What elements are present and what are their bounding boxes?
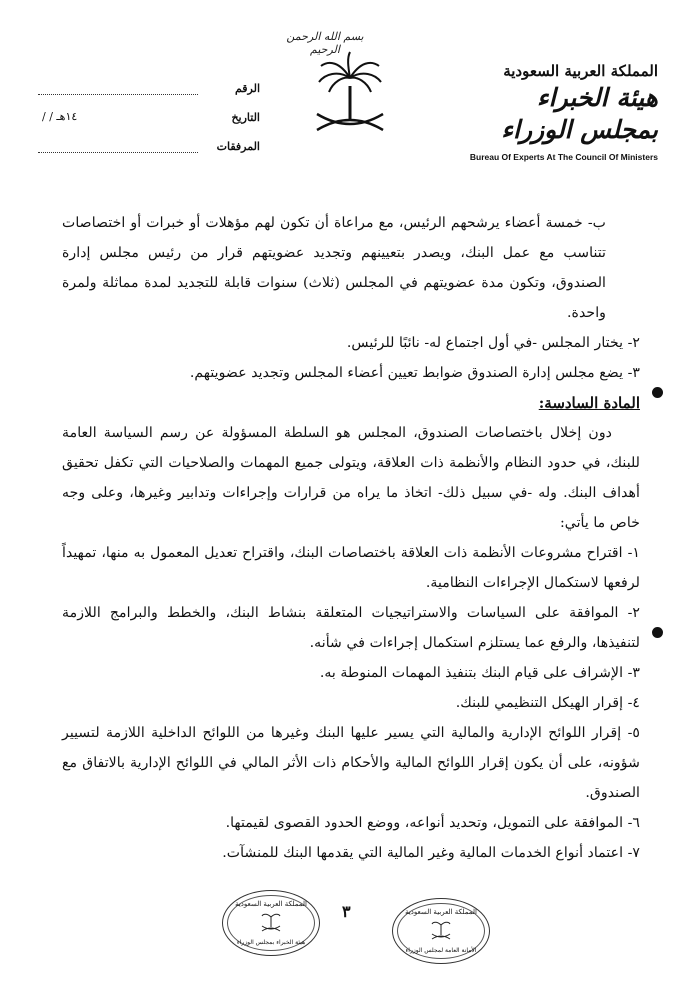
stamp-emblem-icon [429, 919, 453, 941]
binding-hole-mark-icon [652, 627, 663, 638]
attachments-value [38, 138, 198, 153]
point-7: ٧- اعتماد أنواع الخدمات المالية وغير المالية التي يقدمها البنك للمنشآت. [222, 845, 640, 861]
point-6: ٦- الموافقة على التمويل، وتحديد أنواعه، ووضع الحدود القصوى لقيمتها. [225, 815, 640, 831]
item-3: ٣- يضع مجلس إدارة الصندوق ضوابط تعيين أعضاء المجلس وتجديد عضويتهم. [189, 365, 640, 381]
reference-block [38, 66, 260, 153]
document-body [62, 208, 640, 868]
reference-value [38, 80, 198, 95]
official-stamp-right [392, 898, 490, 964]
organization-block [458, 62, 658, 162]
date-label: التاريخ [231, 111, 260, 124]
article-intro: دون إخلال باختصاصات الصندوق، المجلس هو السلطة المسؤولة عن رسم السياسة العامة للبنك، في حدود النظام والأنظمة ذات العلاقة، ويتولى جميع المهمات والصلاحيات التي تكفل تحقيق أهداف البنك. وله -في سبيل ذلك- اتخاذ ما يراه من قرارات وإجراءات وتدابير وغيرها، وعلى وجه خاص ما يأتي: [62, 425, 640, 531]
palm-swords-emblem-icon [305, 48, 395, 138]
reference-label: الرقم [234, 82, 260, 95]
official-stamp-left [222, 890, 320, 956]
point-1: ١- اقتراح مشروعات الأنظمة ذات العلاقة باختصاصات البنك، واقتراح تعديل المعمول به منها، تمهيداً لرفعها لاستكمال الإجراءات النظامية. [62, 545, 640, 591]
stamp-left-top-text: المملكة العربية السعودية [235, 900, 307, 908]
item-2: ٢- يختار المجلس -في أول اجتماع له- نائبًا للرئيس. [346, 335, 640, 351]
point-4: ٤- إقرار الهيكل التنظيمي للبنك. [455, 695, 640, 711]
stamp-right-top-text: المملكة العربية السعودية [405, 908, 477, 916]
page-number: ٣ [342, 902, 351, 921]
stamp-emblem-icon [259, 911, 283, 933]
attachments-label: المرفقات [216, 140, 260, 153]
basmala: بسم الله الرحمن الرحيم [286, 30, 364, 56]
kingdom-name: المملكة العربية السعودية [503, 62, 658, 80]
article-heading: المادة السادسة: [538, 394, 640, 412]
stamp-left-bottom-text: هيئة الخبراء بمجلس الوزراء [236, 939, 306, 946]
stamp-right-bottom-text: الأمانة العامة لمجلس الوزراء [405, 947, 477, 954]
reference-row [38, 66, 260, 95]
binding-hole-mark-icon [652, 387, 663, 398]
item-b: ب- خمسة أعضاء يرشحهم الرئيس، مع مراعاة أن تكون لهم مؤهلات أو خبرات أو اختصاصات تتناسب مع عمل البنك، ويصدر بتعيينهم وتجديد عضويتهم قرار من رئيس مجلس إدارة الصندوق، وتكون مدة عضويتهم في المجلس (ثلاث) سنوات قابلة للتجديد لمدة مماثلة ولمرة واحدة. [62, 215, 606, 321]
attachments-row [38, 124, 260, 153]
point-2: ٢- الموافقة على السياسات والاستراتيجيات المتعلقة بنشاط البنك، والخطط والبرامج اللازمة لتنفيذها، والرفع عما يستلزم استكمال إجراءات في شأنه. [62, 605, 640, 651]
point-3: ٣- الإشراف على قيام البنك بتنفيذ المهمات المنوطة به. [319, 665, 640, 681]
point-5: ٥- إقرار اللوائح الإدارية والمالية التي يسير عليها البنك وغيرها من اللوائح الداخلية اللازمة لتسيير شؤونه، على أن يكون إقرار اللوائح المالية والأحكام ذات الأثر المالي في اللوائح الإدارية بالاتفاق مع الصندوق. [62, 725, 640, 801]
date-value: / / ١٤هـ [42, 110, 78, 123]
bureau-name-english: Bureau Of Experts At The Council Of Ministers [469, 152, 658, 162]
date-row [38, 95, 260, 124]
bureau-name: هيئة الخبراء بمجلس الوزراء [501, 83, 658, 144]
